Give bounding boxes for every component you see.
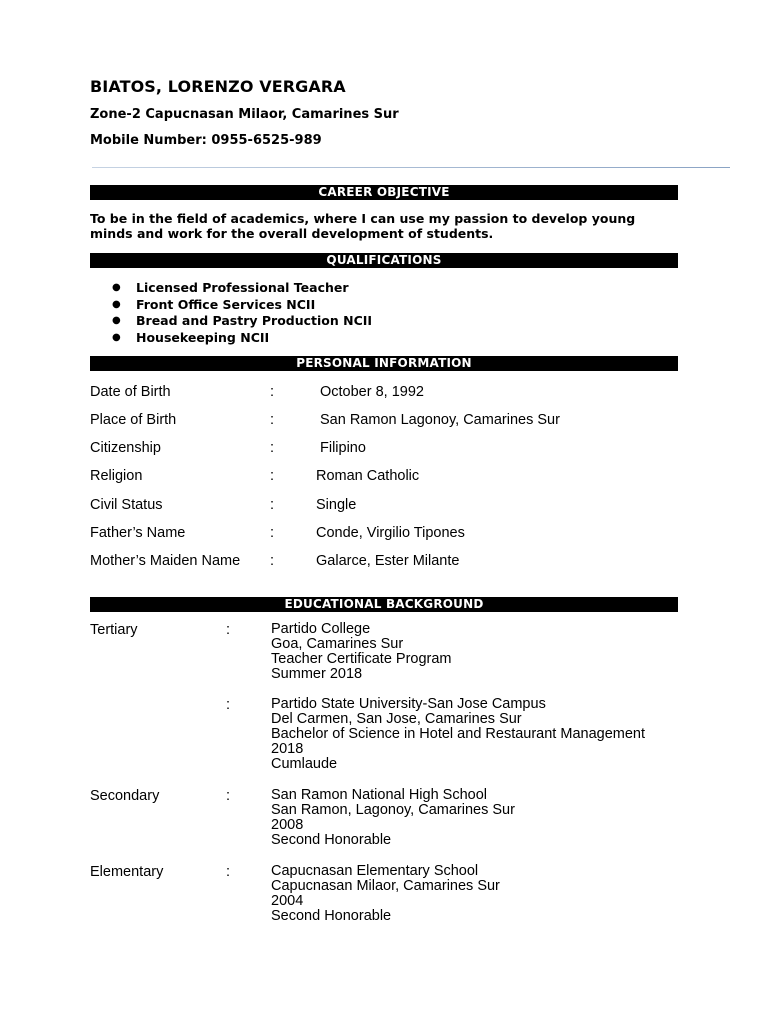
program: Teacher Certificate Program [271, 651, 452, 667]
colon: : [270, 468, 275, 484]
list-item: ● Licensed Professional Teacher [112, 280, 349, 295]
civil-status-label: Civil Status [90, 497, 163, 513]
year: 2018 [271, 741, 304, 757]
civil-status-value: Single [316, 497, 357, 513]
fathers-name-value: Conde, Virgilio Tipones [316, 525, 465, 541]
citizenship-value: Filipino [320, 440, 366, 456]
list-item: ● Bread and Pastry Production NCII [112, 313, 373, 328]
school-name: San Ramon National High School [271, 787, 488, 803]
school-name: Partido College [271, 621, 371, 637]
bullet-icon: ● [112, 331, 121, 343]
citizenship-label: Citizenship [90, 440, 161, 456]
religion-value: Roman Catholic [316, 468, 420, 484]
colon: : [226, 788, 231, 804]
colon: : [270, 497, 275, 513]
colon: : [270, 553, 275, 569]
honor: Cumlaude [271, 756, 338, 772]
place-of-birth-label: Place of Birth [90, 412, 177, 428]
section-career-objective: CAREER OBJECTIVE [90, 185, 678, 200]
mothers-maiden-name-value: Galarce, Ester Milante [316, 553, 460, 569]
bullet-icon: ● [112, 315, 121, 326]
colon: : [270, 525, 275, 541]
mobile-number: Mobile Number: 0955-6525-989 [90, 133, 322, 148]
religion-label: Religion [90, 468, 143, 484]
education-level-label: Secondary [90, 788, 160, 804]
education-details [271, 697, 645, 772]
school-address: Capucnasan Milaor, Camarines Sur [271, 878, 500, 894]
section-educational-background: EDUCATIONAL BACKGROUND [90, 597, 678, 612]
header-divider [92, 167, 730, 168]
colon: : [226, 622, 231, 638]
fathers-name-label: Father’s Name [90, 525, 186, 541]
colon: : [270, 412, 275, 428]
colon: : [226, 864, 231, 880]
mothers-maiden-name-label: Mother’s Maiden Name [90, 553, 241, 569]
education-details [271, 788, 515, 848]
education-details [271, 864, 500, 924]
school-address: Del Carmen, San Jose, Camarines Sur [271, 711, 522, 727]
school-address: San Ramon, Lagonoy, Camarines Sur [271, 802, 515, 818]
qualifications-list [90, 280, 372, 346]
school-name: Partido State University-San Jose Campus [271, 696, 546, 712]
colon: : [226, 697, 231, 713]
year: 2008 [271, 817, 304, 833]
list-item: ● Front Office Services NCII [112, 296, 316, 312]
bullet-icon: ● [112, 282, 121, 293]
education-level-label: Tertiary [90, 622, 138, 638]
objective-text: To be in the field of academics, where I can use my passion to develop young minds and work for the overall development of students. [90, 211, 636, 241]
education-level-label: Elementary [90, 864, 164, 880]
colon: : [270, 440, 275, 456]
section-personal-information: PERSONAL INFORMATION [90, 356, 678, 371]
degree: Bachelor of Science in Hotel and Restaurant Management [271, 726, 645, 742]
place-of-birth-value: San Ramon Lagonoy, Camarines Sur [320, 412, 560, 428]
school-address: Goa, Camarines Sur [271, 636, 404, 652]
applicant-name: BIATOS, LORENZO VERGARA [90, 77, 346, 96]
school-name: Capucnasan Elementary School [271, 863, 479, 879]
year: Summer 2018 [271, 666, 363, 682]
date-of-birth-label: Date of Birth [90, 384, 171, 400]
list-item: ● Housekeeping NCII [112, 329, 270, 345]
section-qualifications: QUALIFICATIONS [90, 253, 678, 268]
date-of-birth-value: October 8, 1992 [320, 384, 424, 400]
colon: : [270, 384, 275, 400]
education-details [271, 622, 452, 682]
year: 2004 [271, 893, 304, 909]
address: Zone-2 Capucnasan Milaor, Camarines Sur [90, 107, 399, 122]
honor: Second Honorable [271, 908, 392, 924]
honor: Second Honorable [271, 832, 392, 848]
bullet-icon: ● [112, 298, 121, 310]
